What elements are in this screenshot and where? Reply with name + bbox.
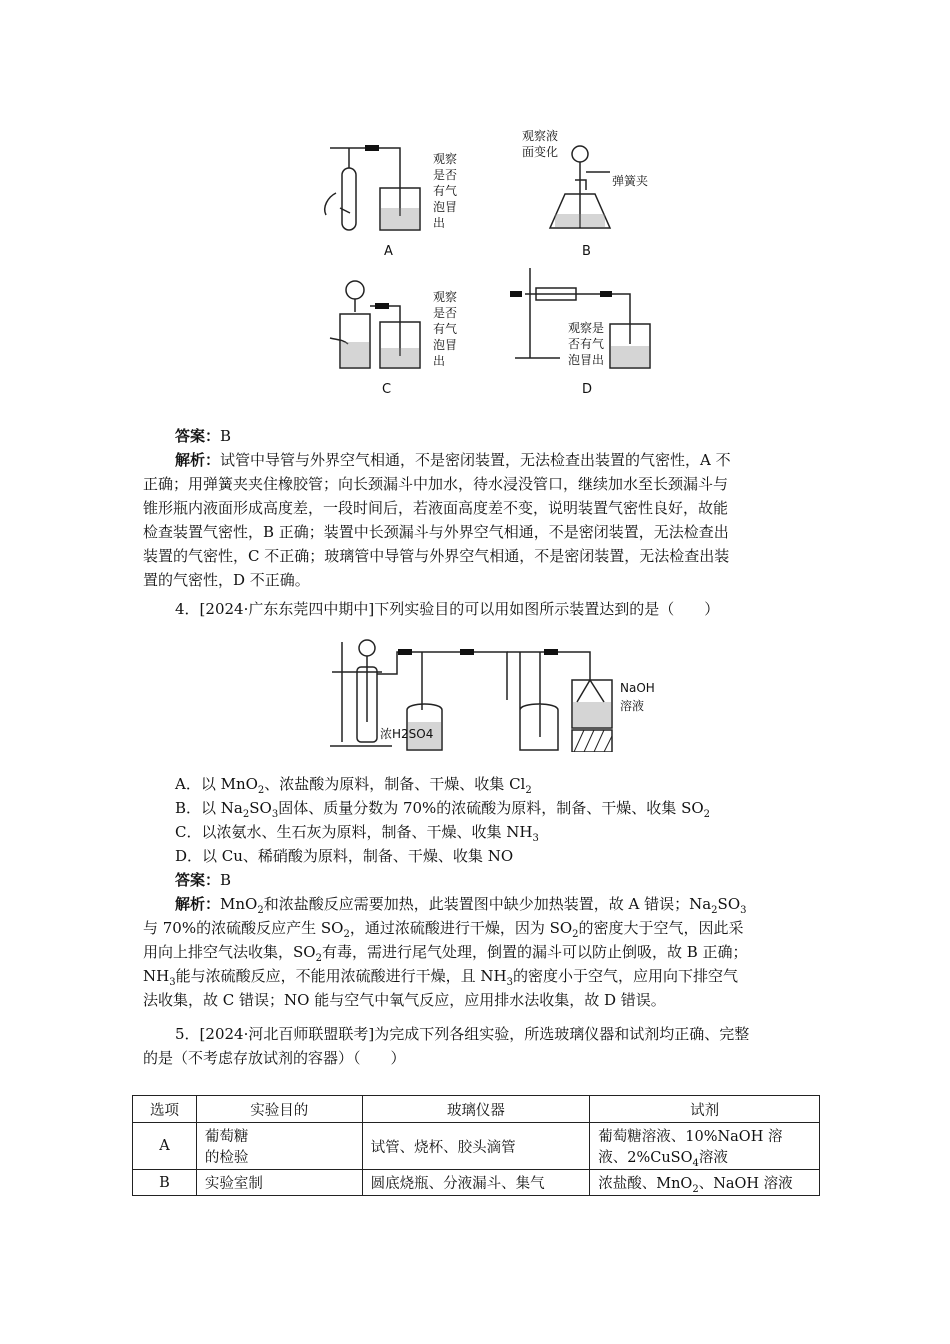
table-row (133, 1170, 820, 1196)
table-row (133, 1123, 820, 1170)
flask-liquid-b (555, 214, 605, 227)
q3-analysis-line: 锥形瓶内液面形成高度差，一段时间后，若液面高度差不变，说明装置气密性良好，故能 (143, 499, 729, 517)
clamp-1 (398, 649, 412, 655)
header-aim: 实验目的 (196, 1096, 362, 1123)
q3-analysis-line: 试管中导管与外界空气相通，不是密闭装置，无法检查出装置的气密性，A 不 (220, 451, 731, 469)
panel-d-note-2: 否有气 (568, 337, 605, 351)
q3-analysis-label: 解析： (175, 451, 221, 469)
header-option: 选项 (133, 1096, 197, 1123)
panel-c-note-3: 有气 (433, 322, 458, 336)
row-b-glassware: 圆底烧瓶、分液漏斗、集气 (362, 1170, 590, 1196)
panel-c-letter: C (382, 382, 392, 397)
clamp-c (375, 303, 389, 309)
panel-d-note-1: 观察是 (568, 321, 605, 335)
stand-hatch (574, 730, 612, 752)
naoh-liquid (573, 702, 611, 727)
beaker-liquid-d (611, 346, 649, 367)
q4-option-c: C．以浓氨水、生石灰为原料，制备、干燥、收集 $NH_3$ (175, 823, 539, 844)
panel-b-letter: B (582, 244, 591, 259)
q4-analysis-label: 解析： (175, 895, 221, 913)
q4-analysis-l3: 用向上排空气法收集，$SO_2$有毒，需进行尾气处理，倒置的漏斗可以防止倒吸，故 B 正确； (143, 943, 748, 964)
q3-analysis-line: 正确；用弹簧夹夹住橡胶管；向长颈漏斗中加水，待水浸没管口，继续加水至长颈漏斗与 (143, 475, 729, 493)
q4-option-a: A．以 MnO$_2$、浓盐酸为原料，制备、干燥、收集 $Cl_2$ (175, 775, 532, 796)
beaker-liquid-c (381, 348, 419, 367)
q4-answer: B (220, 871, 232, 889)
q3-answer-block (175, 424, 815, 472)
panel-a-note-2: 是否 (433, 168, 458, 182)
beaker-liquid-a (381, 208, 419, 229)
q5-stem-l1: 5．[2024·河北百师联盟联考]为完成下列各组实验，所选玻璃仪器和试剂均正确、完整 (175, 1025, 750, 1043)
panel-d-letter: D (582, 382, 593, 397)
header-reagent: 试剂 (590, 1096, 820, 1123)
panel-a-note-3: 有气 (433, 184, 458, 198)
panel-d-note-3: 泡冒出 (568, 353, 605, 367)
q3-analysis (143, 472, 823, 592)
row-b-aim: 实验室制 (196, 1170, 362, 1196)
panel-b-note-2: 面变化 (522, 145, 559, 159)
q5-table (132, 1095, 820, 1196)
panel-c-note-1: 观察 (433, 290, 458, 304)
row-a-glassware: 试管、烧杯、胶头滴管 (362, 1123, 590, 1170)
panel-a-note-1: 观察 (433, 152, 458, 166)
q3-answer: B (220, 427, 232, 445)
panel-b-clamp-label: 弹簧夹 (612, 174, 649, 188)
row-a-option: A (133, 1123, 197, 1170)
q4-options (175, 772, 815, 916)
clamp-2 (460, 649, 474, 655)
q4-analysis-l2: 与 70%的浓硫酸反应产生 $SO_2$，通过浓硫酸进行干燥，因为 $SO_2$的密度大于空气，因此采 (143, 919, 744, 940)
clamp-d2 (600, 291, 612, 297)
clamp-3 (544, 649, 558, 655)
q3-answer-label: 答案： (175, 427, 221, 445)
panel-b-note-1: 观察液 (522, 129, 559, 143)
q4-analysis-l1: MnO$_2$和浓盐酸反应需要加热，此装置图中缺少加热装置，故 A 错误；$Na_2SO_3$ (220, 895, 747, 916)
q5-stem-l2: 的是（不考虑存放试剂的容器）（ ） (143, 1049, 406, 1067)
table-header-row (133, 1096, 820, 1123)
panel-a-letter: A (384, 244, 393, 259)
acid-label: 浓H2SO4 (380, 727, 434, 741)
q4-option-d: D．以 Cu、稀硝酸为原料，制备、干燥、收集 NO (175, 847, 514, 865)
row-b-option: B (133, 1170, 197, 1196)
row-a-aim: 葡萄糖 的检验 (196, 1123, 362, 1170)
clamp-d (510, 291, 522, 297)
panel-a-note-4: 泡冒 (433, 200, 458, 214)
panel-c-note-2: 是否 (433, 306, 458, 320)
header-glassware: 玻璃仪器 (362, 1096, 590, 1123)
q4-analysis (143, 916, 823, 1012)
q3-analysis-line: 置的气密性，D 不正确。 (143, 571, 310, 589)
q4-stem: 4．[2024·广东东莞四中期中]下列实验目的可以用如图所示装置达到的是（ ） (175, 600, 720, 618)
panel-a-note-5: 出 (433, 216, 446, 230)
row-a-reagent: 葡萄糖溶液、10%NaOH 溶 液、2%CuSO$_4$溶液 (590, 1123, 820, 1170)
q3-analysis-line: 装置的气密性，C 不正确；玻璃管中导管与外界空气相通，不是密闭装置，无法检查出装 (143, 547, 730, 565)
q4-apparatus-figure (322, 632, 672, 752)
q4-analysis-l5: 法收集，故 C 错误；NO 能与空气中氧气反应，应用排水法收集，故 D 错误。 (143, 991, 666, 1009)
q4-option-b: B．以 $Na_2SO_3$固体、质量分数为 70%的浓硫酸为原料，制备、干燥、收集 $SO_2$ (175, 799, 711, 820)
q4-answer-label: 答案： (175, 871, 221, 889)
panel-c-note-4: 泡冒 (433, 338, 458, 352)
naoh-label-1: NaOH (620, 681, 655, 695)
clamp-a (365, 145, 379, 151)
naoh-label-2: 溶液 (620, 699, 645, 713)
panel-c-note-5: 出 (433, 354, 446, 368)
airtightness-figure (300, 128, 680, 400)
bottle-liquid-c (341, 342, 369, 367)
q4-analysis-l4: $NH_3$能与浓硫酸反应，不能用浓硫酸进行干燥，且 $NH_3$的密度小于空气，应用向下排空气 (143, 967, 738, 988)
q3-analysis-line: 检查装置气密性，B 正确；装置中长颈漏斗与外界空气相通，不是密闭装置，无法检查出 (143, 523, 729, 541)
row-b-reagent: 浓盐酸、MnO$_2$、NaOH 溶液 (590, 1170, 820, 1196)
